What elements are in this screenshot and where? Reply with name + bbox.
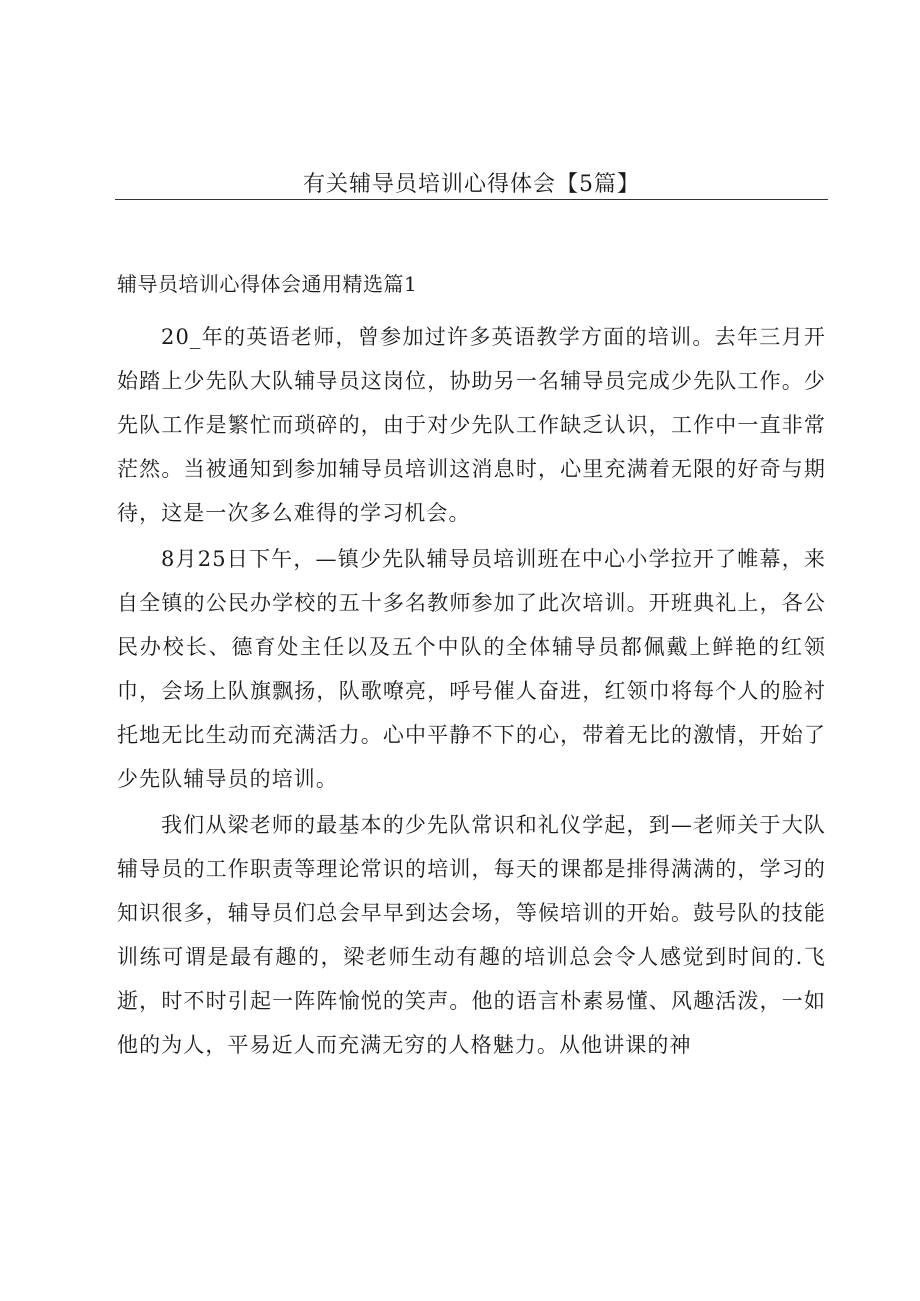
paragraph-3: 我们从梁老师的最基本的少先队常识和礼仪学起，到—老师关于大队辅导员的工作职责等理论常识的培训，每天的课都是排得满满的，学习的知识很多，辅导员们总会早早到达会场，等候培训的开始。鼓号队的技能训练可谓是最有趣的，梁老师生动有趣的培训总会令人感觉到时间的.飞逝，时不时引起一阵阵愉悦的笑声。他的语言朴素易懂、风趣活泼，一如他的为人，平易近人而充满无穷的人格魅力。从他讲课的神 (117, 813, 826, 1057)
body-text (117, 315, 826, 1067)
document-title: 有关辅导员培训心得体会【5篇】 (303, 172, 640, 197)
paragraph-2: 8月25日下午，—镇少先队辅导员培训班在中心小学拉开了帷幕，来自全镇的公民办学校的五十多名教师参加了此次培训。开班典礼上，各公民办校长、德育处主任以及五个中队的全体辅导员都佩戴上鲜艳的红领巾，会场上队旗飘扬，队歌嘹亮，呼号催人奋进，红领巾将每个人的脸衬托地无比生动而充满活力。心中平静不下的心，带着无比的激情，开始了少先队辅导员的培训。 (117, 547, 826, 791)
section-heading: 辅导员培训心得体会通用精选篇1 (117, 272, 418, 296)
paragraph-1: 20_年的英语老师，曾参加过许多英语教学方面的培训。去年三月开始踏上少先队大队辅导员这岗位，协助另一名辅导员完成少先队工作。少先队工作是繁忙而琐碎的，由于对少先队工作缺乏认识，工作中一直非常茫然。当被通知到参加辅导员培训这消息时，心里充满着无限的好奇与期待，这是一次多么难得的学习机会。 (117, 325, 826, 525)
title-underline (115, 199, 828, 200)
